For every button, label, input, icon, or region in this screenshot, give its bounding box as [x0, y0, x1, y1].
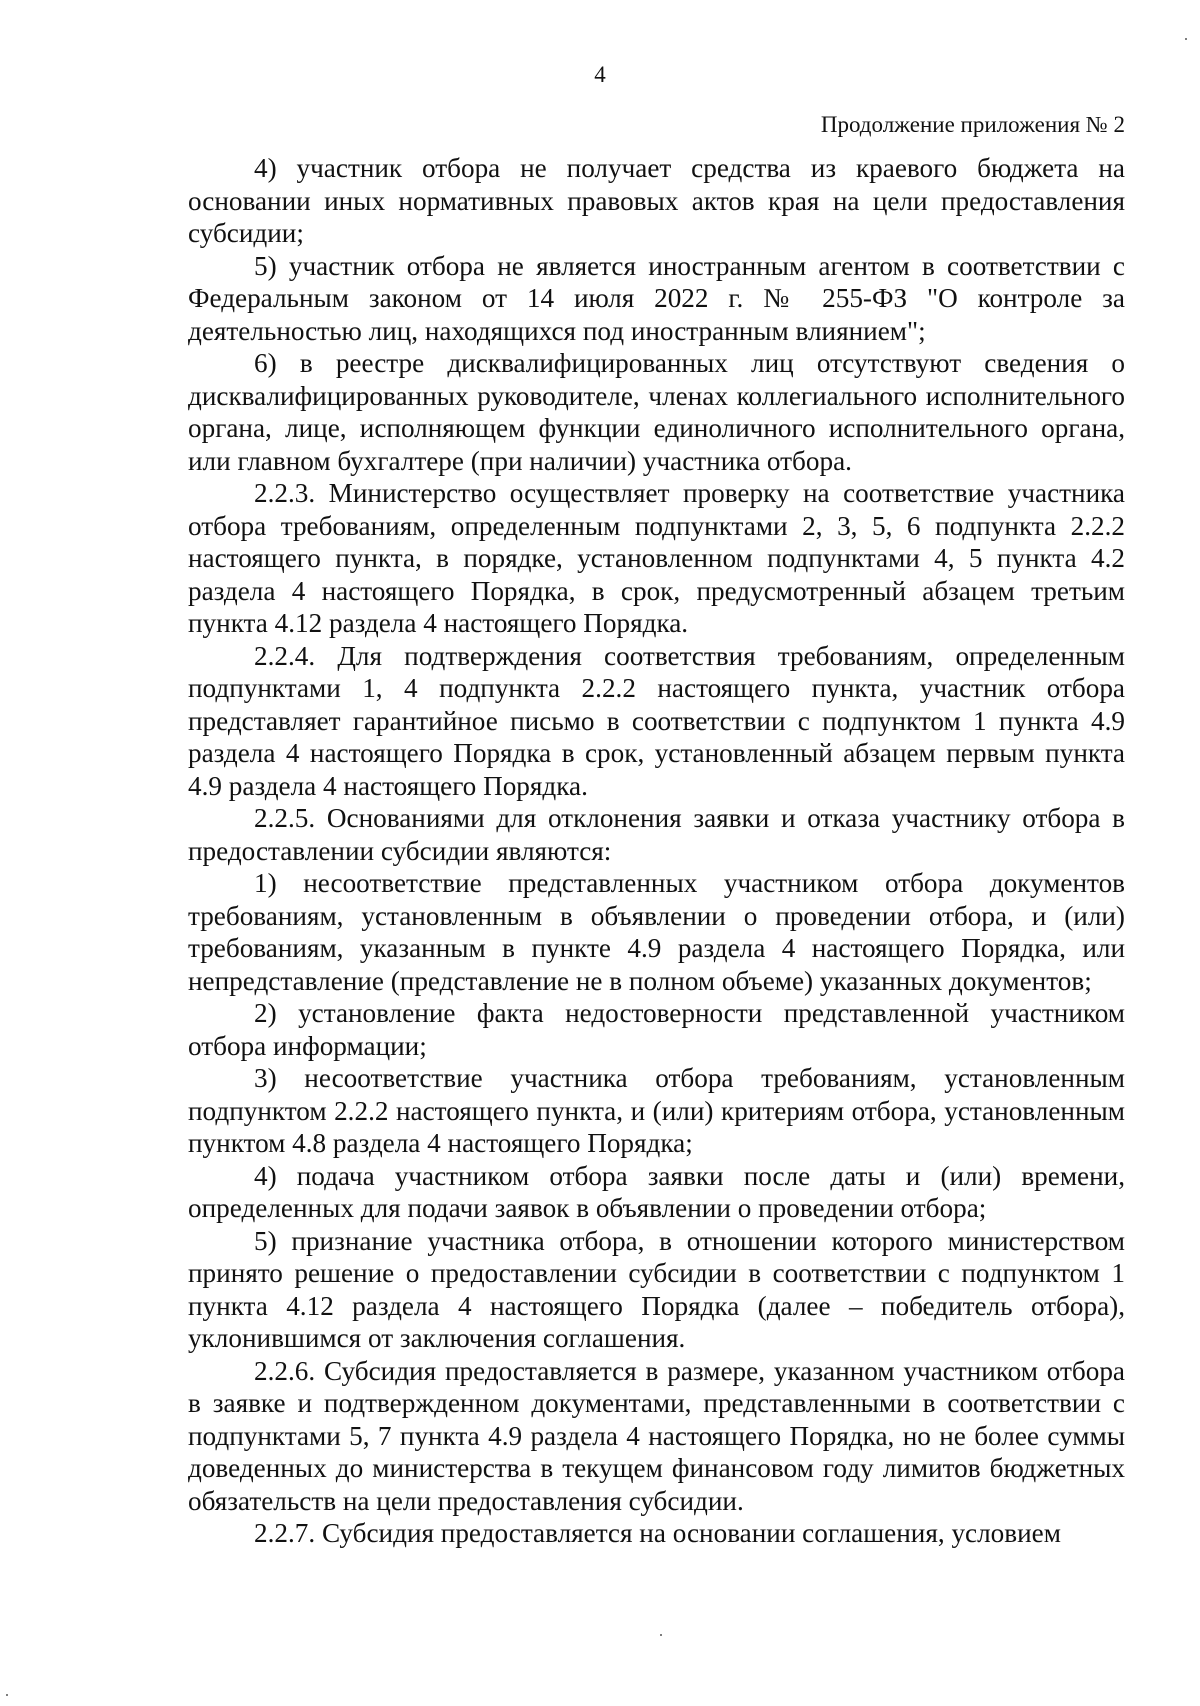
paragraph-rejection-2: 2) установление факта недостоверности представленной участником отбора информации;	[188, 998, 1125, 1061]
paragraph-2-2-6: 2.2.6. Субсидия предоставляется в размере, указанном участником отбора в заявке и подтвержденном документами, представленными в соответствии с подпунктами 5, 7 пункта 4.9 раздела 4 настоящего Порядка, но не более суммы доведенных до министерства в текущем финансовом году лимитов бюджетных обязательств на цели предоставления субсидии.	[188, 1355, 1125, 1516]
appendix-continuation-label: Продолжение приложения № 2	[820, 112, 1125, 137]
paragraph-rejection-1: 1) несоответствие представленных участником отбора документов требованиям, установленным в объявлении о проведении отбора, и (или) требованиям, указанным в пункте 4.9 раздела 4 настоящего Порядка, или непредставление (представление не в полном объеме) указанных документов;	[188, 868, 1125, 996]
paragraph-rejection-3: 3) несоответствие участника отбора требованиям, установленным подпунктом 2.2.2 настоящего пункта, и (или) критериям отбора, установленным пунктом 4.8 раздела 4 настоящего Порядка;	[188, 1063, 1125, 1158]
paragraph-2-2-3: 2.2.3. Министерство осуществляет проверку на соответствие участника отбора требованиям, определенным подпунктами 2, 3, 5, 6 подпункта 2.2.2 настоящего пункта, в порядке, установленном подпунктами 4, 5 пункта 4.2 раздела 4 настоящего Порядка, в срок, предусмотренный абзацем третьим пункта 4.12 раздела 4 настоящего Порядка.	[188, 478, 1125, 638]
paragraph-rejection-4: 4) подача участником отбора заявки после даты и (или) времени, определенных для подачи заявок в объявлении о проведении отбора;	[188, 1160, 1125, 1223]
scan-speck	[6, 1694, 8, 1696]
document-body	[188, 152, 1125, 1550]
scan-speck	[1185, 38, 1187, 40]
paragraph-item-6-disqualified: 6) в реестре дисквалифицированных лиц отсутствуют сведения о дисквалифицированных руководителе, членах коллегиального исполнительного органа, лице, исполняющем функции единоличного исполнительного органа, или главном бухгалтере (при наличии) участника отбора.	[188, 348, 1125, 476]
paragraph-rejection-5: 5) признание участника отбора, в отношении которого министерством принято решение о предоставлении субсидии в соответствии с подпунктом 1 пункта 4.12 раздела 4 настоящего Порядка (далее – победитель отбора), уклонившимся от заключения соглашения.	[188, 1225, 1125, 1353]
paragraph-2-2-7: 2.2.7. Субсидия предоставляется на основании соглашения, условием	[254, 1518, 1061, 1548]
scan-speck	[660, 1634, 662, 1636]
paragraph-2-2-5: 2.2.5. Основаниями для отклонения заявки и отказа участнику отбора в предоставлении субсидии являются:	[188, 803, 1125, 866]
paragraph-item-5-foreign-agent: 5) участник отбора не является иностранным агентом в соответствии с Федеральным законом от 14 июля 2022 г. № 255-ФЗ "О контроле за деятельностью лиц, находящихся под иностранным влиянием";	[188, 250, 1125, 346]
paragraph-item-4-foreign-funds: 4) участник отбора не получает средства из краевого бюджета на основании иных нормативных правовых актов края на цели предоставления субсидии;	[188, 153, 1125, 248]
paragraph-2-2-4: 2.2.4. Для подтверждения соответствия требованиям, определенным подпунктами 1, 4 подпункта 2.2.2 настоящего пункта, участник отбора представляет гарантийное письмо в соответствии с подпунктом 1 пункта 4.9 раздела 4 настоящего Порядка в срок, установленный абзацем первым пункта 4.9 раздела 4 настоящего Порядка.	[188, 640, 1125, 801]
page-number: 4	[594, 62, 606, 87]
